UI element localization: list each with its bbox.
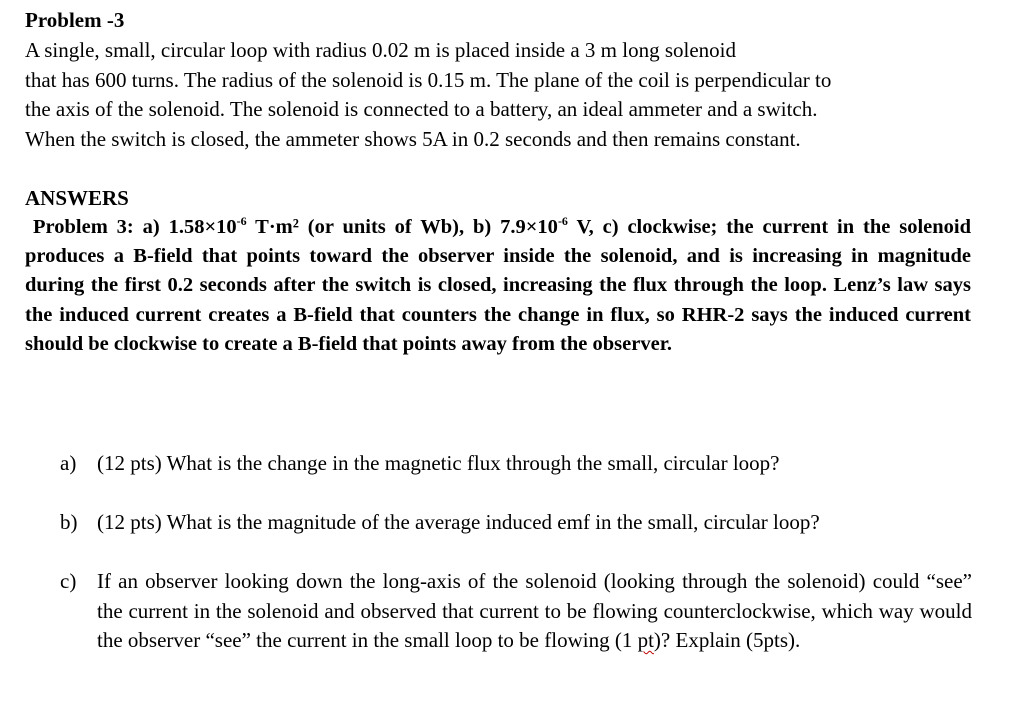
question-text-part: If an observer looking down the long-axis of the solenoid (looking through the solenoid) could “see” the current in the solenoid and observed that current to be flowing counterclockwise, which way would the observer “see” the current in the small loop to be flowing (1 — [97, 569, 972, 652]
answer-part-a: Problem 3: a) 1.58×10 — [33, 216, 237, 238]
answer-part-c: V, c) clockwise; the current in the solenoid produces a B-field that points toward the observer inside the solenoid, and is increasing in magnitude during the first 0.2 seconds after the switch is closed, increasing the flux through the loop. Lenz’s law says the induced current creates a B-field that counters the change in flux, so RHR-2 says the induced current should be clockwise to create a B-field that points away from the observer. — [25, 216, 971, 355]
spellcheck-flagged-word[interactable]: pt — [637, 628, 654, 652]
question-text — [97, 567, 972, 656]
answers-heading: ANSWERS — [25, 186, 129, 210]
problem-line: When the switch is closed, the ammeter shows 5A in 0.2 seconds and then remains constant. — [25, 126, 801, 151]
question-b — [60, 508, 972, 538]
problem-line: A single, small, circular loop with radius 0.02 m is placed inside a 3 m long solenoid — [25, 38, 736, 62]
question-a — [60, 449, 972, 479]
problem-statement — [25, 36, 985, 154]
answer-exponent-a: -6 — [236, 214, 247, 228]
question-label: b) — [60, 510, 78, 534]
question-label: a) — [60, 451, 77, 475]
answer-part-b: T·m² (or units of Wb), b) 7.9×10 — [246, 216, 558, 238]
question-c — [60, 567, 972, 656]
problem-line: the axis of the solenoid. The solenoid is connected to a battery, an ideal ammeter and a switch. — [25, 97, 818, 121]
question-text-part: )? Explain (5pts). — [653, 628, 801, 652]
question-text: (12 pts) What is the magnitude of the average induced emf in the small, circular loop? — [97, 510, 820, 534]
problem-title: Problem -3 — [25, 8, 125, 32]
answer-paragraph — [25, 213, 971, 359]
question-text: (12 pts) What is the change in the magnetic flux through the small, circular loop? — [97, 451, 780, 475]
answer-exponent-b: -6 — [557, 214, 568, 228]
question-label: c) — [60, 569, 77, 593]
problem-line: that has 600 turns. The radius of the solenoid is 0.15 m. The plane of the coil is perpendicular to — [25, 67, 832, 92]
